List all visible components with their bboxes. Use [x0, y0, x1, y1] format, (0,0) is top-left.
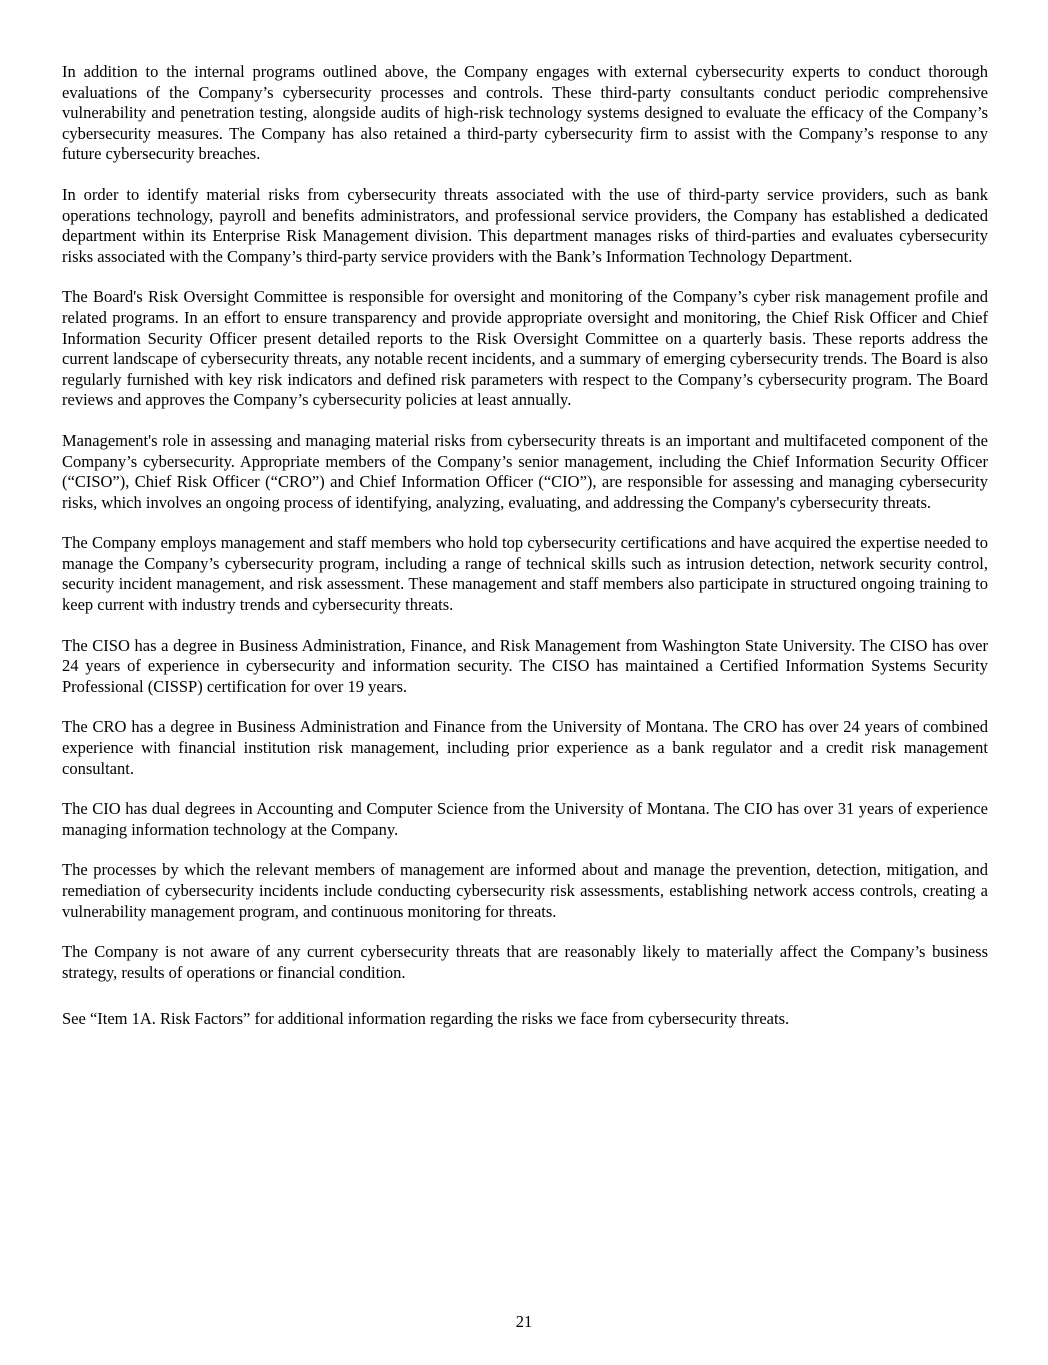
- paragraph-incident-processes: The processes by which the relevant members of management are informed about and manage the prevention, detection, mitigation, and remediation of cybersecurity incidents include conducting cybersecurity risk assessments, establishing network access controls, creating a vulnerability management program, and continuous monitoring for threats.: [62, 860, 988, 921]
- paragraph-ciso-background: The CISO has a degree in Business Administration, Finance, and Risk Management from Washington State University. The CISO has over 24 years of experience in cybersecurity and information security. The CISO has maintained a Certified Information Systems Security Professional (CISSP) certification for over 19 years.: [62, 635, 988, 696]
- paragraph-staff-certifications: The Company employs management and staff members who hold top cybersecurity certifications and have acquired the expertise needed to manage the Company’s cybersecurity program, including a range of technical skills such as intrusion detection, network security control, security incident management, and risk assessment. These management and staff members also participate in structured ongoing training to keep current with industry trends and cybersecurity threats.: [62, 533, 988, 615]
- paragraph-cro-background: The CRO has a degree in Business Administration and Finance from the University of Montana. The CRO has over 24 years of combined experience with financial institution risk management, including prior experience as a bank regulator and a credit risk management consultant.: [62, 717, 988, 778]
- paragraph-risk-factors-reference: See “Item 1A. Risk Factors” for additional information regarding the risks we face from cybersecurity threats.: [62, 1009, 790, 1029]
- paragraph-no-material-threats: The Company is not aware of any current cybersecurity threats that are reasonably likely to materially affect the Company’s business strategy, results of operations or financial condition.: [62, 942, 988, 982]
- paragraph-board-oversight: The Board's Risk Oversight Committee is responsible for oversight and monitoring of the Company’s cyber risk management profile and related programs. In an effort to ensure transparency and provide appropriate oversight and monitoring, the Chief Risk Officer and Chief Information Security Officer present detailed reports to the Risk Oversight Committee on a quarterly basis. These reports address the current landscape of cybersecurity threats, any notable recent incidents, and a summary of emerging cybersecurity trends. The Board is also regularly furnished with key risk indicators and defined risk parameters with respect to the Company’s cybersecurity program. The Board reviews and approves the Company’s cybersecurity policies at least annually.: [62, 287, 988, 410]
- document-body: [62, 62, 988, 1050]
- paragraph-management-role: Management's role in assessing and managing material risks from cybersecurity threats is an important and multifaceted component of the Company’s cybersecurity. Appropriate members of the Company’s senior management, including the Chief Information Security Officer (“CISO”), Chief Risk Officer (“CRO”) and Chief Information Officer (“CIO”), are responsible for assessing and managing cybersecurity risks, which involves an ongoing process of identifying, analyzing, evaluating, and addressing the Company's cybersecurity threats.: [62, 430, 988, 512]
- paragraph-cio-background: The CIO has dual degrees in Accounting and Computer Science from the University of Montana. The CIO has over 31 years of experience managing information technology at the Company.: [62, 799, 988, 839]
- paragraph-third-party-experts: In addition to the internal programs outlined above, the Company engages with external cybersecurity experts to conduct thorough evaluations of the Company’s cybersecurity processes and controls. These third-party consultants conduct periodic comprehensive vulnerability and penetration testing, alongside audits of high-risk technology systems designed to evaluate the efficacy of the Company’s cybersecurity measures. The Company has also retained a third-party cybersecurity firm to assist with the Company’s response to any future cybersecurity breaches.: [62, 62, 988, 164]
- page-number: 21: [515, 1312, 533, 1331]
- paragraph-third-party-risk-department: In order to identify material risks from cybersecurity threats associated with the use of third-party service providers, such as bank operations technology, payroll and benefits administrators, and professional service providers, the Company has established a dedicated department within its Enterprise Risk Management division. This department manages risks of third-parties and evaluates cybersecurity risks associated with the Company’s third-party service providers with the Bank’s Information Technology Department.: [62, 184, 988, 266]
